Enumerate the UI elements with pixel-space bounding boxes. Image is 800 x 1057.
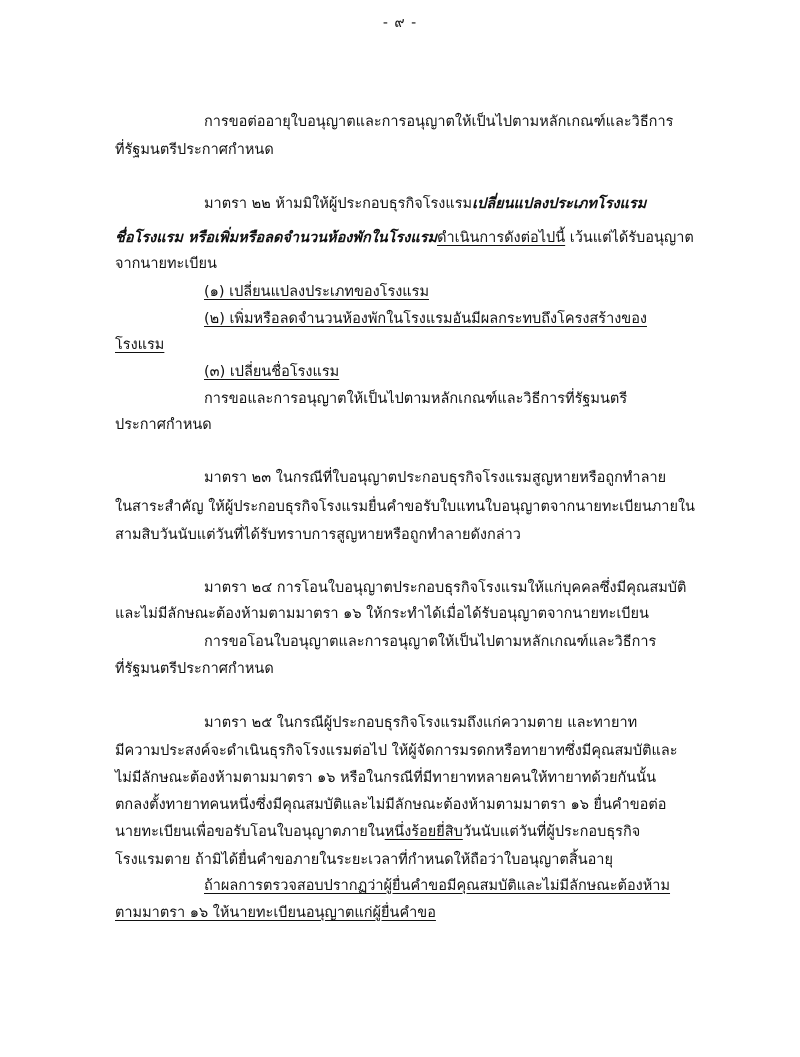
sec24-paragraph-line2: ที่รัฐมนตรีประกาศกำหนด [115,661,274,677]
sec22-line1-amended-text: เปลี่ยนแปลงประเภทโรงแรม [472,196,647,212]
sec25-line3: ไม่มีลักษณะต้องห้ามตามมาตรา ๑๖ หรือในกรณีที่มีทายาทหลายคนให้ทายาทด้วยกันนั้น [115,770,657,786]
sec22-line2 [115,228,694,248]
sec22-line1-text: มาตรา ๒๒ ห้ามมิให้ผู้ประกอบธุรกิจโรงแรม [204,196,473,212]
sec22-line2-underlined-text: ดำเนินการดังต่อไปนี้ [437,230,566,246]
sec22-line2-text: เว้นแต่ได้รับอนุญาต [565,230,694,246]
sec22-line2-amended-text: ชื่อโรงแรม หรือเพิ่มหรือลดจำนวนห้องพักในโรงแรม [115,230,438,246]
sec25-paragraph-line2: ตามมาตรา ๑๖ ให้นายทะเบียนอนุญาตแก่ผู้ยื่นคำขอ [115,905,436,921]
sec23-line3: สามสิบวันนับแต่วันที่ได้รับทราบการสูญหายหรือถูกทำลายดังกล่าว [115,527,521,543]
sec22-item1: (๑) เปลี่ยนแปลงประเภทของโรงแรม [204,284,429,300]
sec22-item2-line2: โรงแรม [115,337,165,353]
sec22-line1 [204,194,646,214]
sec21-paragraph-line1: การขอต่ออายุใบอนุญาตและการอนุญาตให้เป็นไปตามหลักเกณฑ์และวิธีการ [204,114,674,130]
sec24-line2: และไม่มีลักษณะต้องห้ามตามมาตรา ๑๖ ให้กระทำได้เมื่อได้รับอนุญาตจากนายทะเบียน [115,606,649,622]
sec24-line1: มาตรา ๒๔ การโอนใบอนุญาตประกอบธุรกิจโรงแรมให้แก่บุคคลซึ่งมีคุณสมบัติ [204,580,687,596]
sec25-line2: มีความประสงค์จะดำเนินธุรกิจโรงแรมต่อไป ให้ผู้จัดการมรดกหรือทายาทซึ่งมีคุณสมบัติและ [115,743,678,759]
sec25-line5-tail: วันนับแต่วันที่ผู้ประกอบธุรกิจ [462,824,641,840]
sec22-line3: จากนายทะเบียน [115,256,217,272]
sec25-line6: โรงแรมตาย ถ้ามิได้ยื่นคำขอภายในระยะเวลาที่กำหนดให้ถือว่าใบอนุญาตสิ้นอายุ [115,852,613,868]
sec22-paragraph-line2: ประกาศกำหนด [115,417,212,433]
sec22-item3: (๓) เปลี่ยนชื่อโรงแรม [204,364,340,380]
sec23-line1: มาตรา ๒๓ ในกรณีที่ใบอนุญาตประกอบธุรกิจโรงแรมสูญหายหรือถูกทำลาย [204,470,667,486]
sec25-line5-underlined-text: หนึ่งร้อยยี่สิบ [384,824,463,840]
sec25-line5 [115,822,640,842]
sec21-paragraph-line2: ที่รัฐมนตรีประกาศกำหนด [115,142,274,158]
sec25-paragraph-line1: ถ้าผลการตรวจสอบปรากฏว่าผู้ยื่นคำขอมีคุณสมบัติและไม่มีลักษณะต้องห้าม [204,878,671,894]
page-number: - ๙ - [382,15,418,31]
sec25-line1: มาตรา ๒๕ ในกรณีผู้ประกอบธุรกิจโรงแรมถึงแก่ความตาย และทายาท [204,715,638,731]
sec24-paragraph-line1: การขอโอนใบอนุญาตและการอนุญาตให้เป็นไปตามหลักเกณฑ์และวิธีการ [204,634,657,650]
sec22-paragraph-line1: การขอและการอนุญาตให้เป็นไปตามหลักเกณฑ์และวิธีการที่รัฐมนตรี [204,391,628,407]
sec22-item2-line1: (๒) เพิ่มหรือลดจำนวนห้องพักในโรงแรมอันมีผลกระทบถึงโครงสร้างของ [204,311,647,327]
sec23-line2: ในสาระสำคัญ ให้ผู้ประกอบธุรกิจโรงแรมยื่นคำขอรับใบแทนใบอนุญาตจากนายทะเบียนภายใน [115,499,695,515]
sec25-line5-text: นายทะเบียนเพื่อขอรับโอนใบอนุญาตภายใน [115,824,385,840]
sec25-line4: ตกลงตั้งทายาทคนหนึ่งซึ่งมีคุณสมบัติและไม่มีลักษณะต้องห้ามตามมาตรา ๑๖ ยื่นคำขอต่อ [115,797,667,813]
